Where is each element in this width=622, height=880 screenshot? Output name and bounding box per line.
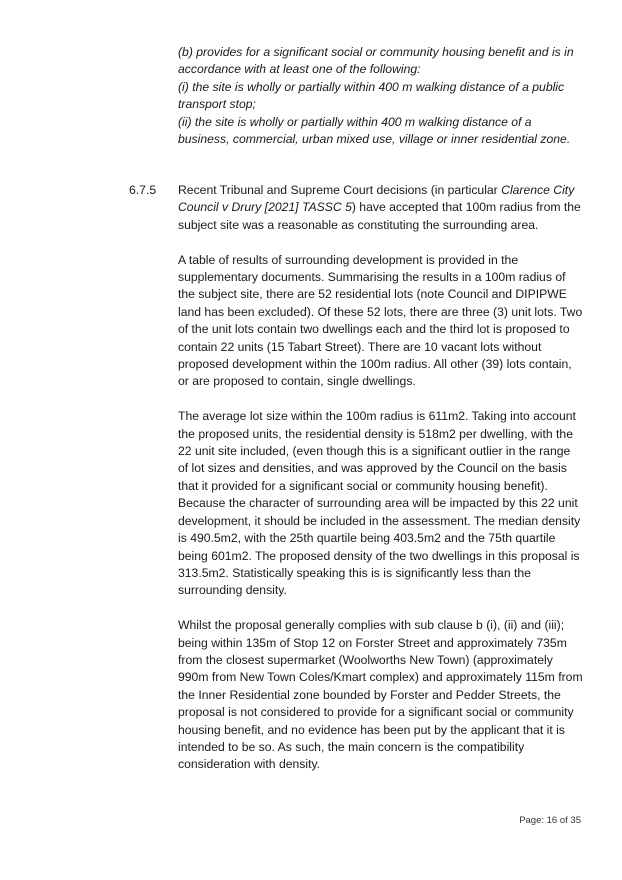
case-citation: Clarence City Council v Drury [2021] TASSC 5 [178,183,575,215]
quoted-clause [178,44,583,148]
paragraph-density-statistics: The average lot size within the 100m radius is 611m2. Taking into account the proposed units, the residential density is 518m2 per dwelling, with the 22 unit site included, (even though this is a significant outlier in the range of lot sizes and densities, and was approved by the Council on the basis that it provided for a significant social or community housing benefit). Because the character of surrounding area will be impacted by this 22 unit development, it should be included in the assessment. The median density is 490.5m2, with the 25th quartile being 403.5m2 and the 75th quartile being 601m2. The proposed density of the two dwellings in this proposal is 313.5m2. Statistically speaking this is is significantly less than the surrounding density. [178,409,581,598]
quote-line-b: (b) provides for a significant social or community housing benefit and is in accordance with at least one of the following: [178,45,574,77]
page-number: Page: 16 of 35 [519,815,581,826]
clause-number: 6.7.5 [129,183,157,197]
paragraph-compliance-conclusion: Whilst the proposal generally complies with sub clause b (i), (ii) and (iii); being within 135m of Stop 12 on Forster Street and approximately 735m from the closest supermarket (Woolworths New Town) (approximately 990m from New Town Coles/Kmart complex) and approximately 115m from the Inner Residential zone bounded by Forster and Pedder Streets, the proposal is not considered to provide for a significant social or community housing benefit, and no evidence has been put by the applicant that it is intended to be so. As such, the main concern is the compatibility consideration with density. [178,618,583,772]
quote-line-ii: (ii) the site is wholly or partially within 400 m walking distance of a business, commercial, urban mixed use, village or inner residential zone. [178,114,571,147]
quote-line-i: (i) the site is wholly or partially within 400 m walking distance of a public transport stop; [178,79,565,112]
clause-body [178,182,583,774]
paragraph-tribunal-decisions [178,182,583,234]
paragraph-surrounding-development: A table of results of surrounding development is provided in the supplementary documents. Summarising the results in a 100m radius of the subject site, there are 52 residential lots (note Council and DIPIPWE land has been excluded). Of these 52 lots, there are three (3) unit lots. Two of the unit lots contain two dwellings each and the third lot is proposed to contain 22 units (15 Tabart Street). There are 10 vacant lots without proposed development within the 100m radius. All other (39) lots contain, or are proposed to contain, single dwellings. [178,252,583,389]
p1-text-before: Recent Tribunal and Supreme Court decisions (in particular [178,183,502,197]
p1-text-after: ) have accepted that 100m radius from the subject site was a reasonable as constituting the surrounding area. [178,200,581,232]
